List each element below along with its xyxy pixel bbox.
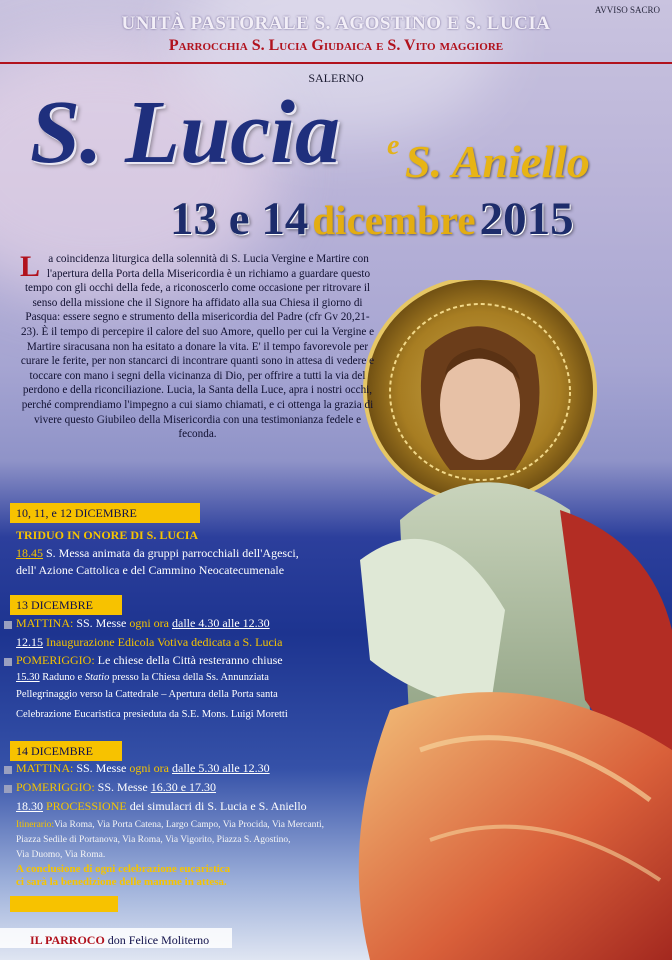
saint-statue-image [330,280,672,960]
schedule-line: POMERIGGIO: Le chiese della Città resteranno chiuse [16,653,283,667]
schedule-line: MATTINA: SS. Messe ogni ora dalle 5.30 alle 12.30 [16,761,270,775]
main-title: S. Lucia [30,83,341,182]
schedule-line: POMERIGGIO: SS. Messe 16.30 e 17.30 [16,780,217,794]
bullet-square [4,766,12,774]
section-date: 10, 11, e 12 DICEMBRE [16,506,137,520]
schedule-line: dell' Azione Cattolica e del Cammino Neocatecumenale [16,563,285,577]
priest-label: IL PARROCO [30,933,105,947]
city-label: SALERNO [308,71,364,85]
schedule-line: 12.15 Inaugurazione Edicola Votiva dedicata a S. Lucia [16,635,283,649]
blessing-note: A conclusione di ogni celebrazione eucaristica ci sarà la benedizione delle mamme in attesa. [16,863,231,888]
triduo-title: TRIDUO IN ONORE DI S. LUCIA [16,528,199,542]
bullet-square [4,621,12,629]
schedule-line: Pellegrinaggio verso la Cattedrale – Apertura della Porta santa [16,689,278,700]
date-days: 13 e 14 [170,193,309,245]
decorative-bar [10,896,118,912]
bullet-square [4,785,12,793]
event-date [170,193,574,245]
intro-paragraph [20,252,375,442]
second-title: S. Aniello [405,136,590,187]
section-date: 14 DICEMBRE [16,744,94,758]
intro-text: a coincidenza liturgica della solennità di S. Lucia Vergine e Martire con l'apertura della Porta della Misericordia è un richiamo a guardare questo tempo con gli occhi della fede, a riconoscerlo come occasione per ritrovare il senso della missione che il Signore ha affidato alla sua Chiesa il giorno di Pasqua: essere segno e strumento della misericordia del Padre (cfr Gv 20,21-23). È il tempo di percepire il calore del suo Amore, quello per cui la Vergine e Martire siracusana non ha esitato a donare la vita. E' il tempo favorevole per curare le ferite, per non stancarci di incontrare quanti sono in attesa di vedere e toccare con mano i segni della vicinanza di Dio, per offrire a tutti la via del perdono e della riconciliazione. Lucia, la Santa della Luce, apra i nostri occhi, perché comprendiamo l'impegno a cui siamo chiamati, e ci ottenga la grazia di vivere questo Giubileo della Misericordia con una testimonianza fedele e feconda. [20,253,375,441]
schedule-line: 18.30 PROCESSIONE dei simulacri di S. Lucia e S. Aniello [16,799,307,813]
priest-name: don Felice Moliterno [107,933,210,947]
pastoral-unit-title: UNITÀ PASTORALE S. AGOSTINO E S. LUCIA [121,13,551,34]
schedule-line: 18.45 S. Messa animata da gruppi parrocchiali dell'Agesci, [16,546,299,560]
section-date: 13 DICEMBRE [16,598,94,612]
parish-priest [30,933,209,948]
notice-label: AVVISO SACRO [594,5,660,15]
date-year: 2015 [479,193,574,245]
bullet-square [4,658,12,666]
schedule-line: Celebrazione Eucaristica presieduta da S.E. Mons. Luigi Moretti [16,709,288,720]
header-divider [0,62,672,64]
date-month: dicembre [312,197,476,243]
schedule-line: 15.30 Raduno e Statio presso la Chiesa della Ss. Annunziata [16,672,269,683]
drop-cap: L [20,250,41,283]
schedule-line: MATTINA: SS. Messe ogni ora dalle 4.30 alle 12.30 [16,616,270,630]
itinerary: Itinerario:Via Roma, Via Porta Catena, Largo Campo, Via Procida, Via Mercanti, Piazza Sedile di Portanova, Via Roma, Via Vigorito, Piazza S. Agostino, Via Duomo, Via Roma. [16,820,325,860]
title-conjunction: e [387,130,400,161]
parish-title: Parrocchia S. Lucia Giudaica e S. Vito maggiore [168,37,504,54]
